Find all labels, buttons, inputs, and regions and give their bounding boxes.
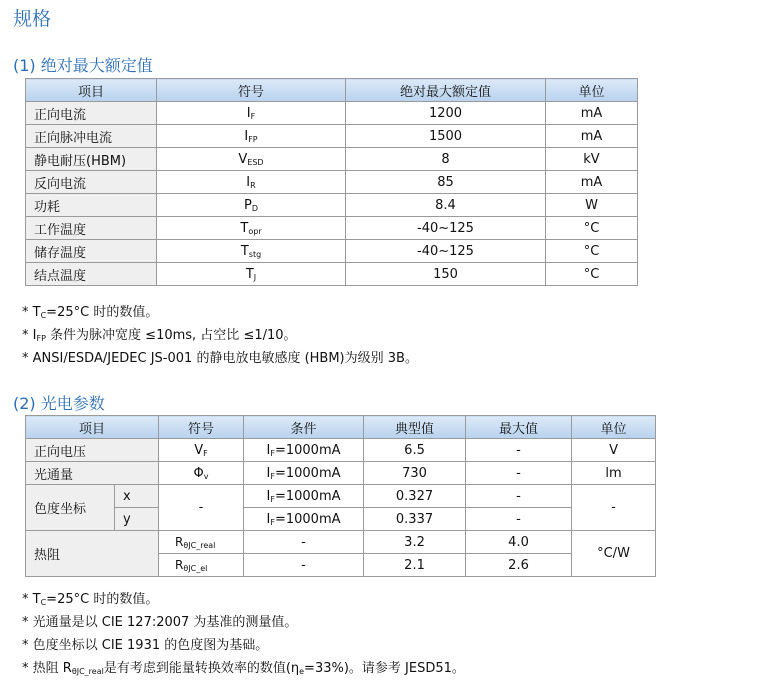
max-cell: - xyxy=(466,508,572,531)
table-header-row xyxy=(26,79,638,102)
condition-cell: $I_F=1000mA$ xyxy=(244,508,364,531)
unit-cell: °C xyxy=(546,240,638,263)
unit-cell: mA xyxy=(546,171,638,194)
s1-note-2: * $I_{FP}$ 条件为脉冲宽度 ≤10ms, 占空比 ≤1/10。 xyxy=(22,328,297,343)
header-symbol: 符号 xyxy=(157,79,346,102)
value-cell: -40~125 xyxy=(346,240,546,263)
item-cell: 正向脉冲电流 xyxy=(26,125,157,148)
table-row xyxy=(26,240,638,263)
item-cell: 结点温度 xyxy=(26,263,157,286)
item-cell: 热阻 xyxy=(26,531,159,577)
condition-cell: $I_F=1000mA$ xyxy=(244,462,364,485)
table-row xyxy=(26,171,638,194)
header-condition: 条件 xyxy=(244,416,364,439)
max-cell: - xyxy=(466,485,572,508)
value-cell: 8 xyxy=(346,148,546,171)
header-unit: 单位 xyxy=(546,79,638,102)
value-cell: 150 xyxy=(346,263,546,286)
value-cell: 1200 xyxy=(346,102,546,125)
unit-cell: lm xyxy=(572,462,656,485)
max-cell: 4.0 xyxy=(466,531,572,554)
table-row xyxy=(26,485,656,508)
condition-cell: - xyxy=(244,554,364,577)
unit-cell: °C xyxy=(546,263,638,286)
s2-note-3: * 色度坐标以 CIE 1931 的色度图为基础。 xyxy=(22,638,269,653)
header-item: 项目 xyxy=(26,79,157,102)
subitem-cell: x xyxy=(115,485,159,508)
unit-cell: mA xyxy=(546,102,638,125)
value-cell: 85 xyxy=(346,171,546,194)
item-cell: 光通量 xyxy=(26,462,159,485)
table-row xyxy=(26,148,638,171)
typical-cell: 0.337 xyxy=(364,508,466,531)
table-row xyxy=(26,531,656,554)
absolute-max-ratings-table xyxy=(25,78,638,286)
typical-cell: 730 xyxy=(364,462,466,485)
typical-cell: 6.5 xyxy=(364,439,466,462)
typical-cell: 2.1 xyxy=(364,554,466,577)
s2-note-1: * $T_C=25^\circ C$ 时的数值。 xyxy=(22,592,159,607)
typical-cell: 0.327 xyxy=(364,485,466,508)
unit-cell: °C xyxy=(546,217,638,240)
header-max: 最大值 xyxy=(466,416,572,439)
s1-note-3: * ANSI/ESDA/JEDEC JS-001 的静电放电敏感度 (HBM)为级别 3B。 xyxy=(22,351,418,366)
symbol-cell: $P_D$ xyxy=(157,194,346,217)
optoelectronic-parameters-table xyxy=(25,415,656,577)
header-typical: 典型值 xyxy=(364,416,466,439)
value-cell: -40~125 xyxy=(346,217,546,240)
max-cell: - xyxy=(466,462,572,485)
item-cell: 储存温度 xyxy=(26,240,157,263)
header-unit: 单位 xyxy=(572,416,656,439)
unit-cell: mA xyxy=(546,125,638,148)
symbol-cell: $R_{\theta JC\_real}$ xyxy=(159,531,244,554)
condition-cell: - xyxy=(244,531,364,554)
item-cell: 正向电压 xyxy=(26,439,159,462)
item-cell: 静电耐压(HBM) xyxy=(26,148,157,171)
item-cell: 工作温度 xyxy=(26,217,157,240)
symbol-cell: $R_{\theta JC\_el}$ xyxy=(159,554,244,577)
symbol-cell: $\Phi_v$ xyxy=(159,462,244,485)
unit-cell: - xyxy=(572,485,656,531)
table-header-row xyxy=(26,416,656,439)
max-cell: 2.6 xyxy=(466,554,572,577)
s2-note-4: * 热阻 $R_{\theta JC\_real}$是有考虑到能量转换效率的数值$(\eta_e=33\%)$。请参考 JESD51。 xyxy=(22,661,465,676)
symbol-cell: $V_F$ xyxy=(159,439,244,462)
section1-heading: (1) 绝对最大额定值 xyxy=(13,56,153,75)
symbol-cell: $T_{stg}$ xyxy=(157,240,346,263)
symbol-cell: $T_{opr}$ xyxy=(157,217,346,240)
header-max-rating: 绝对最大额定值 xyxy=(346,79,546,102)
value-cell: 8.4 xyxy=(346,194,546,217)
page-title: 规格 xyxy=(13,8,52,30)
symbol-cell: - xyxy=(159,485,244,531)
table-row xyxy=(26,217,638,240)
symbol-cell: $T_J$ xyxy=(157,263,346,286)
table-row xyxy=(26,194,638,217)
max-cell: - xyxy=(466,439,572,462)
table-row xyxy=(26,508,656,531)
typical-cell: 3.2 xyxy=(364,531,466,554)
value-cell: 1500 xyxy=(346,125,546,148)
condition-cell: $I_F=1000mA$ xyxy=(244,439,364,462)
item-cell: 反向电流 xyxy=(26,171,157,194)
table-row xyxy=(26,263,638,286)
header-item: 项目 xyxy=(26,416,159,439)
condition-cell: $I_F=1000mA$ xyxy=(244,485,364,508)
s2-note-2: * 光通量是以 CIE 127:2007 为基准的测量值。 xyxy=(22,615,298,630)
symbol-cell: $I_R$ xyxy=(157,171,346,194)
item-cell: 正向电流 xyxy=(26,102,157,125)
subitem-cell: y xyxy=(115,508,159,531)
table-row xyxy=(26,439,656,462)
symbol-cell: $V_{ESD}$ xyxy=(157,148,346,171)
table-row xyxy=(26,102,638,125)
symbol-cell: $I_{FP}$ xyxy=(157,125,346,148)
unit-cell: V xyxy=(572,439,656,462)
table-row xyxy=(26,125,638,148)
item-cell: 色度坐标 xyxy=(26,485,115,531)
unit-cell: °C/W xyxy=(572,531,656,577)
s1-note-1: * $T_C=25^\circ C$ 时的数值。 xyxy=(22,305,159,320)
item-cell: 功耗 xyxy=(26,194,157,217)
header-symbol: 符号 xyxy=(159,416,244,439)
table-row xyxy=(26,462,656,485)
unit-cell: W xyxy=(546,194,638,217)
section2-heading: (2) 光电参数 xyxy=(13,394,105,413)
unit-cell: kV xyxy=(546,148,638,171)
symbol-cell: $I_F$ xyxy=(157,102,346,125)
